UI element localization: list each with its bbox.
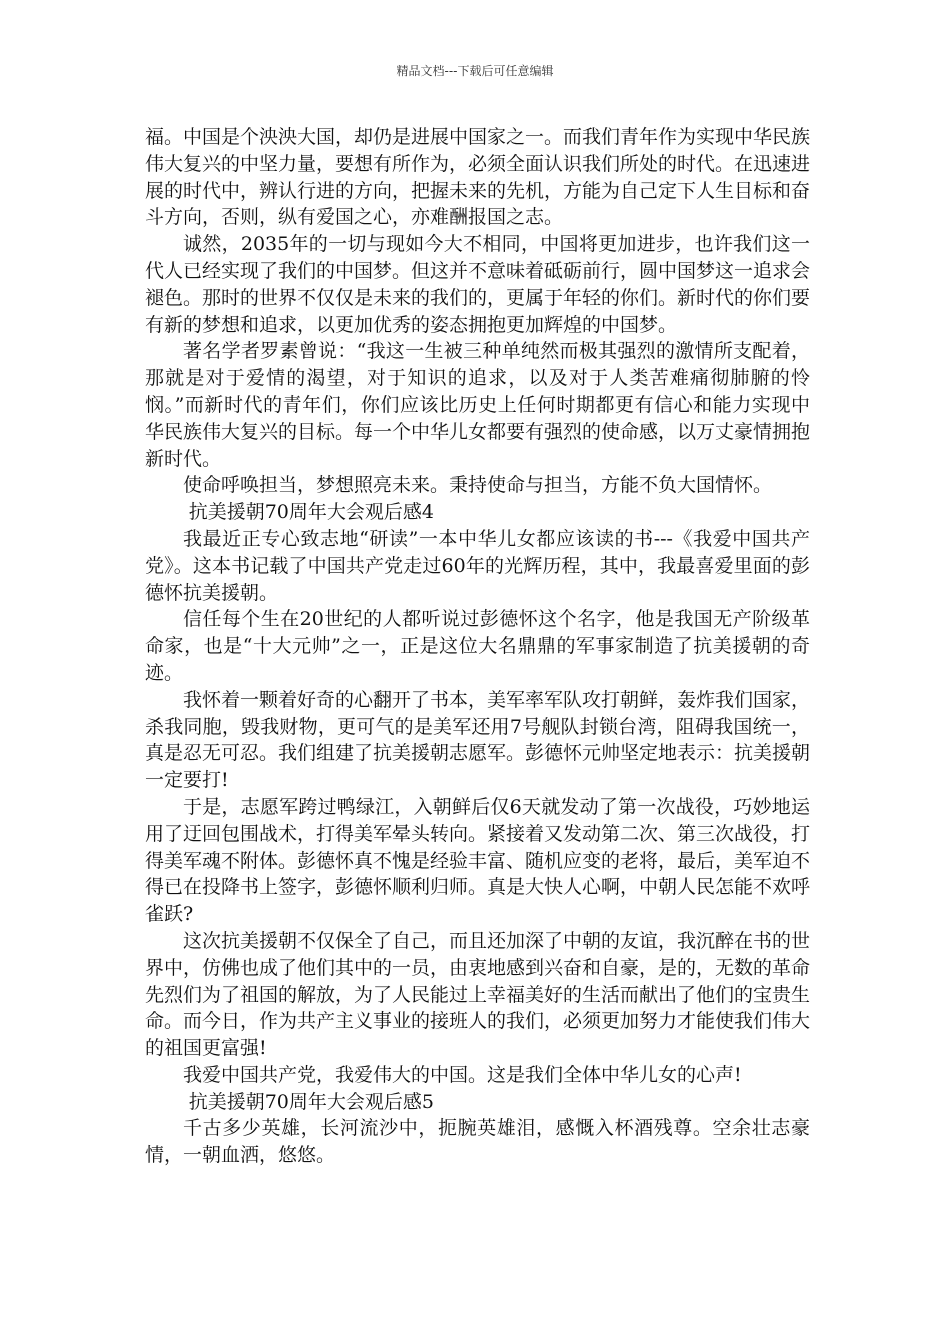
section-heading: 抗美援朝70周年大会观后感5 xyxy=(188,1090,434,1113)
paragraph: 我爱中国共产党，我爱伟大的中国。这是我们全体中华儿女的心声! xyxy=(183,1063,742,1086)
paragraph: 诚然，2035年的一切与现如今大不相同，中国将更加进步，也许我们这一代人已经实现了我们的中国梦。但这并不意味着砥砺前行，圆中国梦这一追求会褪色。那时的世界不仅仅是未来的我们的，更属于年轻的你们。新时代的你们要有新的梦想和追求，以更加优秀的姿态拥抱更加辉煌的中国梦。 xyxy=(145,233,811,336)
paragraph: 著名学者罗素曾说：“我这一生被三种单纯然而极其强烈的激情所支配着，那就是对于爱情的渴望，对于知识的追求，以及对于人类苦难痛彻肺腑的怜悯。”而新时代的青年们，你们应该比历史上任何时期都更有信心和能力实现中华民族伟大复兴的目标。每一个中华儿女都要有强烈的使命感，以万丈豪情拥抱新时代。 xyxy=(145,340,811,470)
paragraph: 这次抗美援朝不仅保全了自己，而且还加深了中朝的友谊，我沉醉在书的世界中，仿佛也成了他们其中的一员，由衷地感到兴奋和自豪，是的，无数的革命先烈们为了祖国的解放，为了人民能过上幸福美好的生活而献出了他们的宝贵生命。而今日，作为共产主义事业的接班人的我们，必须更加努力才能使我们伟大的祖国更富强! xyxy=(145,929,811,1060)
paragraph: 我最近正专心致志地“研读”一本中华儿女都应该读的书---《我爱中国共产党》。这本书记载了中国共产党走过60年的光辉历程，其中，我最喜爱里面的彭德怀抗美援朝。 xyxy=(145,527,810,604)
document-body xyxy=(145,124,810,1169)
paragraph: 于是，志愿军跨过鸭绿江，入朝鲜后仅6天就发动了第一次战役，巧妙地运用了迂回包围战术，打得美军晕头转向。紧接着又发动第二次、第三次战役，打得美军魂不附体。彭德怀真不愧是经验丰富、随机应变的老将，最后，美军迫不得已在投降书上签字，彭德怀顺利归师。真是大快人心啊，中朝人民怎能不欢呼雀跃? xyxy=(145,795,811,926)
paragraph: 信任每个生在20世纪的人都听说过彭德怀这个名字，他是我国无产阶级革命家，也是“十大元帅”之一，正是这位大名鼎鼎的军事家制造了抗美援朝的奇迹。 xyxy=(145,608,810,684)
paragraph: 使命呼唤担当，梦想照亮未来。秉持使命与担当，方能不负大国情怀。 xyxy=(183,474,773,497)
page-header: 精品文档---下载后可任意编辑 xyxy=(396,64,554,78)
section-heading: 抗美援朝70周年大会观后感4 xyxy=(188,501,434,524)
paragraph: 千古多少英雄，长河流沙中，扼腕英雄泪，感慨入杯酒残尊。空余壮志豪情，一朝血洒，悠悠。 xyxy=(145,1117,810,1167)
paragraph-continuation: 福。中国是个泱泱大国，却仍是进展中国家之一。而我们青年作为实现中华民族伟大复兴的中坚力量，要想有所作为，必须全面认识我们所处的时代。在迅速进展的时代中，辨认行进的方向，把握未来的先机，方能为自己定下人生目标和奋斗方向，否则，纵有爱国之心，亦难酬报国之志。 xyxy=(145,126,811,229)
paragraph: 我怀着一颗着好奇的心翻开了书本，美军率军队攻打朝鲜，轰炸我们国家，杀我同胞，毁我财物，更可气的是美军还用7号舰队封锁台湾，阻碍我国统一，真是忍无可忍。我们组建了抗美援朝志愿军。彭德怀元帅坚定地表示：抗美援朝一定要打! xyxy=(145,688,811,792)
